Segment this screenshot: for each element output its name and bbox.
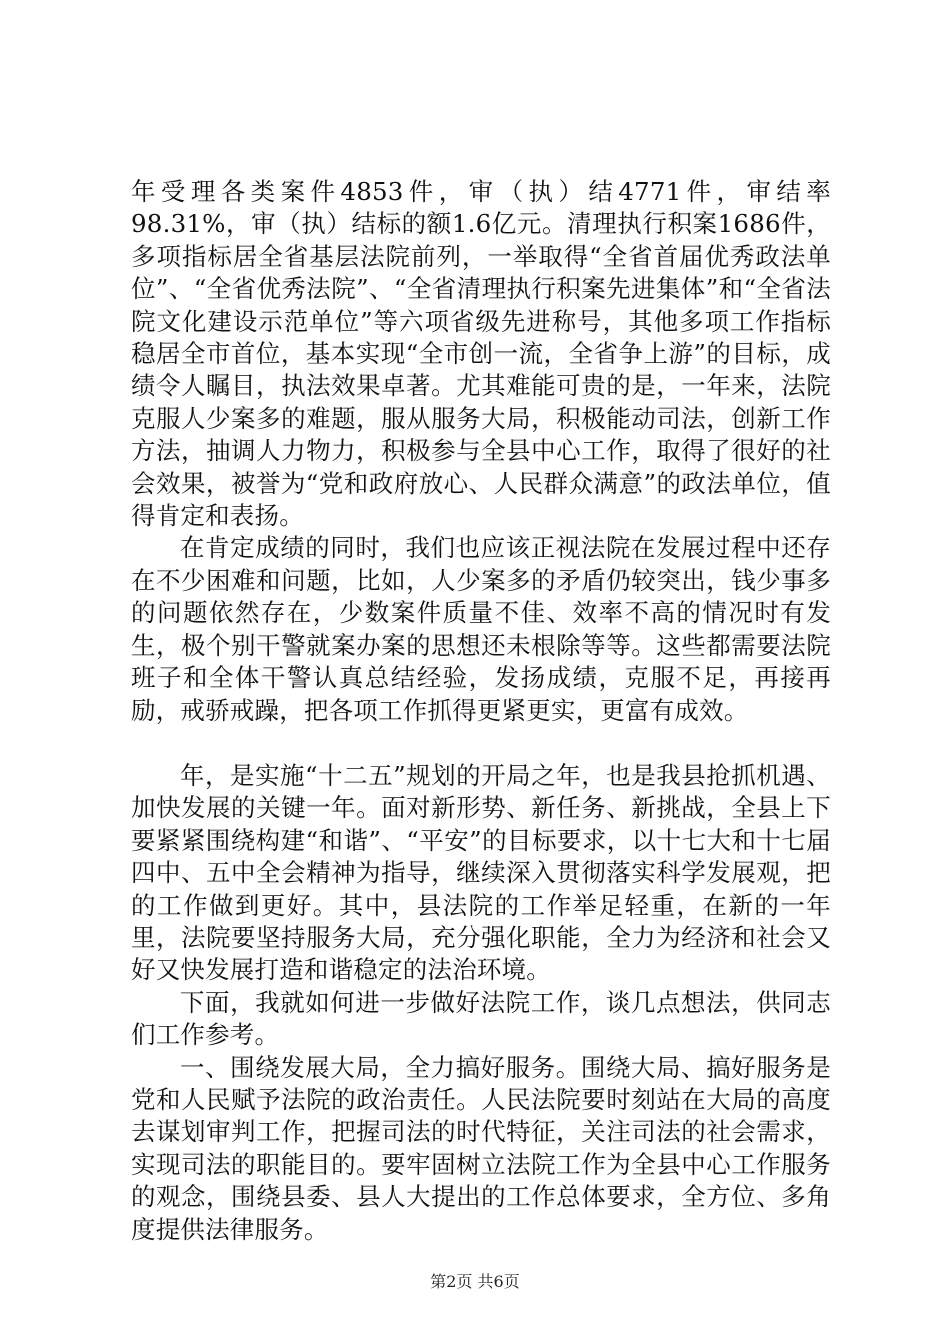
paragraph-achievements: 年受理各类案件4853件，审（执）结4771件，审结率98.31%，审（执）结标的额1.6亿元。清理执行积案1686件，多项指标居全省基层法院前列，一举取得“全省首届优秀政法单位”、“全省优秀法院”、“全省清理执行积案先进集体”和“全省法院文化建设示范单位”等六项省级先进称号，其他多项工作指标稳居全市首位，基本实现“全市创一流，全省争上游”的目标，成绩令人瞩目，执法效果卓著。尤其难能可贵的是，一年来，法院克服人少案多的难题，服从服务大局，积极能动司法，创新工作方法，抽调人力物力，积极参与全县中心工作，取得了很好的社会效果，被誉为“党和政府放心、人民群众满意”的政法单位，值得肯定和表扬。 [131, 177, 831, 531]
paragraph-gap [131, 727, 831, 760]
document-body [131, 176, 831, 1246]
paragraph-new-year: 年，是实施“十二五”规划的开局之年，也是我县抢抓机遇、加快发展的关键一年。面对新形势、新任务、新挑战，全县上下要紧紧围绕构建“和谐”、“平安”的目标要求，以十七大和十七届四中、五中全会精神为指导，继续深入贯彻落实科学发展观，把的工作做到更好。其中，县法院的工作举足轻重，在新的一年里，法院要坚持服务大局，充分强化职能，全力为经济和社会又好又快发展打造和谐稳定的法治环境。 [131, 760, 831, 985]
page-footer: 第2页 共6页 [430, 1272, 520, 1291]
paragraph-section-one: 一、围绕发展大局，全力搞好服务。围绕大局、搞好服务是党和人民赋予法院的政治责任。人民法院要时刻站在大局的高度去谋划审判工作，把握司法的时代特征，关注司法的社会需求，实现司法的职能目的。要牢固树立法院工作为全县中心工作服务的观念，围绕县委、县人大提出的工作总体要求，全方位、多角度提供法律服务。 [131, 1052, 831, 1244]
paragraph-intro: 下面，我就如何进一步做好法院工作，谈几点想法，供同志们工作参考。 [131, 987, 831, 1050]
paragraph-problems: 在肯定成绩的同时，我们也应该正视法院在发展过程中还存在不少困难和问题，比如，人少案多的矛盾仍较突出，钱少事多的问题依然存在，少数案件质量不佳、效率不高的情况时有发生，极个别干警就案办案的思想还未根除等等。这些都需要法院班子和全体干警认真总结经验，发扬成绩，克服不足，再接再励，戒骄戒躁，把各项工作抓得更紧更实，更富有成效。 [131, 533, 831, 725]
